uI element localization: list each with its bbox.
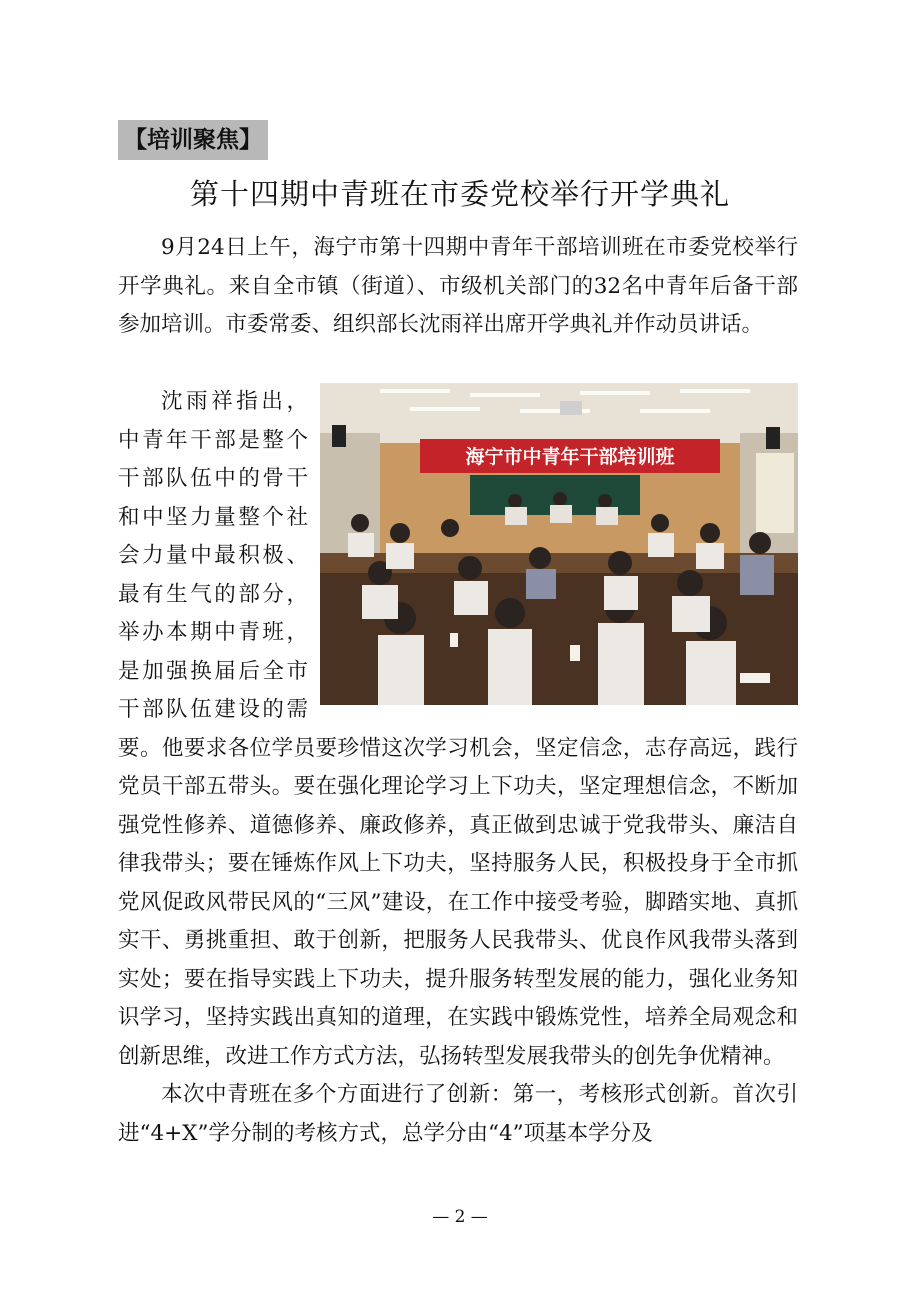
paragraph-speech: 沈雨祥指出，中青年干部是整个干部队伍中的骨干和中坚力量整个社会力量中最积极、最有生气的部分，举办本期中青班，是加强换届后全市干部队伍建设的需要。他要求各位学员要珍惜这次学习机会，坚定信念，志存高远，践行党员干部五带头。要在强化理论学习上下功夫，坚定理想信念，不断加强党性修养、道德修养、廉政修养，真正做到忠诚于党我带头、廉洁自律我带头；要在锤炼作风上下功夫，坚持服务人民，积极投身于全市抓党风促政风带民风的“三风”建设，在工作中接受考验，脚踏实地、真抓实干、勇挑重担、敢于创新，把服务人民我带头、优良作风我带头落到实处；要在指导实践上下功夫，提升服务转型发展的能力，强化业务知识学习，坚持实践出真知的道理，在实践中锻炼党性，培养全局观念和创新思维，改进工作方式方法，弘扬转型发展我带头的创先争优精神。 <box>118 389 798 1069</box>
page-number: — 2 — <box>432 1207 488 1227</box>
article-body <box>118 383 798 1153</box>
paragraph-intro: 9月24日上午，海宁市第十四期中青年干部培训班在市委党校举行开学典礼。来自全市镇（街道）、市级机关部门的32名中青年后备干部参加培训。市委常委、组织部长沈雨祥出席开学典礼并作动员讲话。 <box>118 235 798 337</box>
classroom-photo <box>320 383 798 705</box>
section-tag: 【培训聚焦】 <box>118 120 268 160</box>
paragraph-innovation: 本次中青班在多个方面进行了创新：第一，考核形式创新。首次引进“4+X”学分制的考核方式，总学分由“4”项基本学分及 <box>118 1082 798 1146</box>
article-title: 第十四期中青班在市委党校举行开学典礼 <box>189 177 730 211</box>
banner-text: 海宁市中青年干部培训班 <box>465 446 675 468</box>
